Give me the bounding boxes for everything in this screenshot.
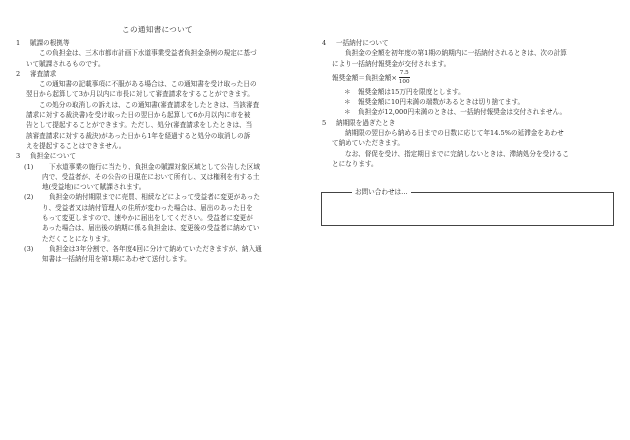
- section-title: 一括納付について: [336, 39, 389, 47]
- text-line: とになります。: [332, 159, 378, 168]
- note-text: 報奨金額は15万円を限度とします。: [358, 87, 465, 96]
- list-item: [24, 192, 306, 243]
- text-line: いて賦課されるものです。: [26, 59, 105, 68]
- section-number: 1: [16, 39, 21, 47]
- formula-fraction: [399, 70, 410, 86]
- text-line: なお、督促を受け、指定期日までに完納しないときは、滞納処分を受けるこ: [345, 149, 569, 158]
- inquiry-box: [321, 188, 614, 226]
- section-1-heading: [16, 38, 306, 48]
- text-line: 負担金の全額を初年度の第1期の納期内に一括納付されるときは、次の計算: [345, 49, 567, 58]
- reward-formula: [332, 69, 616, 87]
- section-1-text: [26, 48, 306, 69]
- text-line: て納めていただきます。: [332, 139, 405, 148]
- list-item: [24, 162, 306, 193]
- note-item: [344, 87, 616, 97]
- text-line: により一括納付報奨金が交付されます。: [332, 59, 451, 68]
- text-line: あった場合は、届出後の納期に係る負担金は、変更後の受益者に納めてい: [42, 224, 260, 233]
- list-item: [24, 244, 306, 265]
- asterisk-icon: ＊: [344, 98, 351, 107]
- note-text: 負担金が12,000円未満のときは、一括納付報奨金は交付されません。: [358, 108, 567, 117]
- text-line: この処分の取消しの訴えは、この通知書(審査請求をしたときは、当該審査: [39, 100, 260, 109]
- section-number: 3: [16, 152, 21, 161]
- page-title: この通知書について: [122, 25, 193, 34]
- section-2-paragraph-1: [26, 79, 306, 100]
- item-marker: (2): [24, 193, 34, 202]
- text-line: ただくことになります。: [42, 234, 115, 243]
- fraction-numerator: 7.5: [399, 69, 409, 76]
- text-line: 該審査請求に対する裁決)があった日から1年を経過すると処分の取消しの訴: [26, 131, 251, 140]
- section-title: 負担金について: [30, 152, 77, 161]
- text-line: 地(受益地)について賦課されます。: [42, 183, 146, 192]
- section-5-paragraph-2: [332, 149, 616, 170]
- section-5-heading: [322, 118, 616, 128]
- text-line: り、受益者又は納付管理人の住所が変わった場合は、届出のあった日を: [42, 203, 253, 212]
- text-line: 納期限の翌日から納める日までの日数に応じて年14.5%の延滞金をあわせ: [345, 129, 564, 138]
- item-marker: (1): [24, 162, 34, 171]
- right-column: [322, 38, 616, 169]
- fraction-denominator: 100: [398, 78, 410, 85]
- text-line: 告として提起することができます。ただし、処分(審査請求をしたときは、当: [26, 121, 253, 130]
- section-number: 2: [16, 69, 21, 78]
- note-item: [344, 97, 616, 107]
- asterisk-icon: ＊: [344, 108, 351, 117]
- section-title: 賦課の根拠等: [30, 39, 70, 47]
- text-line: この負担金は、三木市都市計画下水道事業受益者負担金条例の規定に基づ: [39, 49, 257, 58]
- section-2-paragraph-2: [26, 100, 306, 151]
- section-4-text: [332, 48, 616, 69]
- text-line: 知書は一括納付用を第1期にあわせて送付します。: [42, 255, 191, 264]
- formula-label: 報奨金額＝負担金額×: [332, 73, 397, 82]
- section-number: 5: [322, 118, 327, 127]
- text-line: もって変更しますので、速やかに届出をしてください。受益者に変更が: [42, 214, 253, 223]
- section-4-heading: [322, 38, 616, 48]
- text-line: 内で、受益者が、その公告の日現在において所有し、又は権利を有する土: [42, 172, 260, 181]
- item-marker: (3): [24, 244, 34, 253]
- section-5-paragraph-1: [332, 128, 616, 149]
- note-text: 報奨金額に10円未満の端数があるときは切り捨てます。: [358, 98, 525, 107]
- text-line: 負担金の納付期限までに売買、相続などによって受益者に変更があった: [49, 193, 260, 202]
- asterisk-icon: ＊: [344, 87, 351, 96]
- section-2-heading: [16, 69, 306, 79]
- section-title: 審査請求: [30, 69, 57, 78]
- text-line: 負担金は3年分割で、各年度4回に分けて納めていただきますが、納入通: [49, 244, 262, 253]
- text-line: 請求に対する裁決書)を受け取った日の翌日から起算して6か月以内に市を被: [26, 111, 251, 120]
- text-line: この通知書の記載事項に不服がある場合は、この通知書を受け取った日の: [39, 80, 257, 89]
- section-title: 納期限を過ぎたとき: [336, 118, 396, 127]
- left-column: [16, 38, 306, 265]
- inquiry-label: お問い合わせは…: [352, 187, 411, 197]
- section-number: 4: [322, 39, 327, 47]
- text-line: 翌日から起算して3か月以内に市長に対して審査請求をすることができます。: [26, 90, 254, 99]
- text-line: 下水道事業の施行に当たり、負担金の賦課対象区域として公告した区域: [49, 162, 260, 171]
- note-item: [344, 107, 616, 117]
- text-line: えを提起することはできません。: [26, 141, 126, 150]
- section-3-heading: [16, 151, 306, 161]
